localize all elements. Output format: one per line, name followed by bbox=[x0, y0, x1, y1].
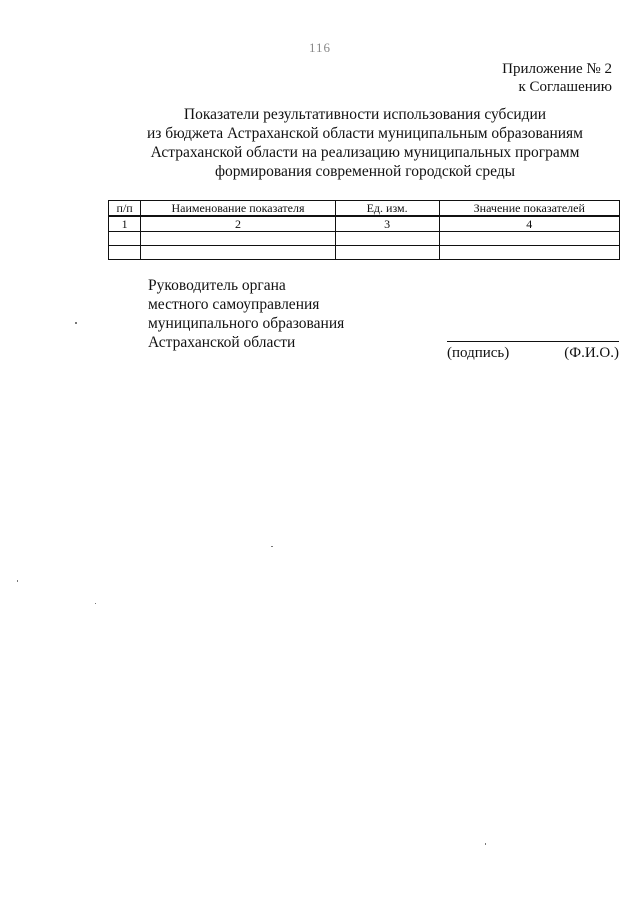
table-cell bbox=[141, 232, 335, 246]
scan-speck bbox=[271, 546, 273, 547]
table-numbering-row bbox=[109, 216, 620, 232]
numbering-cell: 2 bbox=[141, 216, 335, 232]
table-cell bbox=[439, 246, 619, 260]
signer-line-3: муниципального образования bbox=[148, 315, 345, 332]
numbering-cell: 1 bbox=[109, 216, 141, 232]
table-cell bbox=[439, 232, 619, 246]
signature-label: (подпись) bbox=[447, 345, 510, 361]
table-cell bbox=[141, 246, 335, 260]
table-cell bbox=[335, 246, 439, 260]
numbering-cell: 3 bbox=[335, 216, 439, 232]
title-line-1: Показатели результативности использования субсидии bbox=[183, 106, 547, 123]
page-number: 116 bbox=[308, 40, 332, 55]
signer-line-2: местного самоуправления bbox=[148, 296, 320, 313]
table-header-row bbox=[109, 201, 620, 217]
table-row bbox=[109, 232, 620, 246]
header-cell-value: Значение показателей bbox=[439, 201, 619, 217]
document-title bbox=[110, 105, 620, 181]
title-line-3: Астраханской области на реализацию муниципальных программ bbox=[150, 144, 580, 161]
full-name-label: (Ф.И.О.) bbox=[564, 345, 619, 361]
header-cell-indicator-name: Наименование показателя bbox=[141, 201, 335, 217]
numbering-cell: 4 bbox=[439, 216, 619, 232]
signature-line bbox=[447, 341, 619, 342]
signature-labels bbox=[447, 345, 619, 362]
indicators-table bbox=[108, 200, 620, 260]
appendix-line-1: Приложение № 2 bbox=[502, 61, 612, 77]
table-row bbox=[109, 246, 620, 260]
table-cell bbox=[109, 246, 141, 260]
scan-speck bbox=[485, 843, 486, 845]
title-line-2: из бюджета Астраханской области муниципальным образованиям bbox=[146, 125, 583, 142]
table-cell bbox=[335, 232, 439, 246]
header-cell-number: п/п bbox=[109, 201, 141, 217]
scan-speck bbox=[17, 580, 18, 582]
table-cell bbox=[109, 232, 141, 246]
appendix-line-2: к Соглашению bbox=[518, 79, 612, 95]
signer-line-1: Руководитель органа bbox=[148, 277, 286, 294]
header-cell-unit: Ед. изм. bbox=[335, 201, 439, 217]
scan-speck bbox=[75, 322, 77, 324]
title-line-4: формирования современной городской среды bbox=[214, 163, 516, 180]
appendix-reference bbox=[502, 60, 612, 96]
signer-line-4: Астраханской области bbox=[148, 334, 296, 351]
scan-speck bbox=[95, 603, 96, 604]
signer-block bbox=[148, 276, 344, 352]
